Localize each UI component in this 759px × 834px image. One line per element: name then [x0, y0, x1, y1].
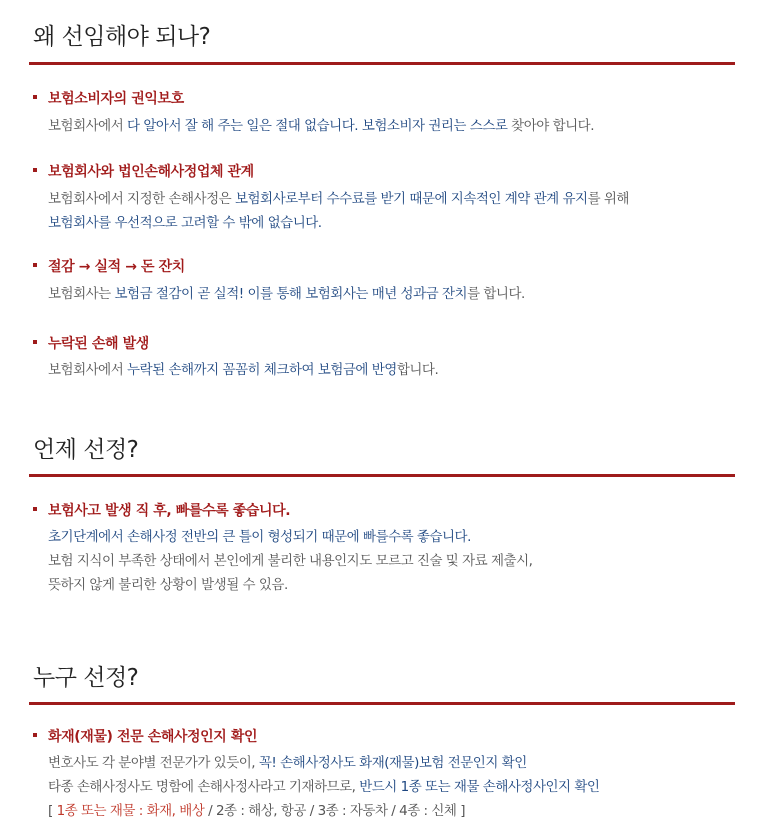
item-heading: 누락된 손해 발생 — [48, 336, 149, 352]
highlighted-text: 누락된 손해까지 꼼꼼히 체크하여 보험금에 반영 — [127, 362, 397, 378]
item-heading: 보험회사와 법인손해사정업체 관계 — [48, 164, 254, 180]
item-text — [48, 775, 599, 795]
plain-text: 보험회사에서 — [48, 362, 128, 378]
bullet-icon — [33, 733, 37, 737]
plain-text: 합니다. — [396, 362, 439, 378]
item-text — [48, 549, 532, 569]
item-text — [48, 114, 594, 134]
section-title-who: 누구 선정? — [33, 665, 139, 691]
plain-text: 찾아야 합니다. — [507, 118, 594, 134]
highlighted-text: 보험회사를 우선적으로 고려할 수 밖에 없습니다. — [48, 215, 322, 231]
item-heading: 화재(재물) 전문 손해사정인지 확인 — [48, 729, 258, 745]
item-text — [48, 282, 525, 302]
bullet-icon — [33, 507, 37, 511]
section-divider — [29, 62, 735, 65]
highlighted-text: 꼭! 손해사정사도 화재(재물)보험 전문인지 확인 — [258, 755, 527, 771]
item-text — [48, 525, 471, 545]
item-text — [48, 751, 527, 771]
section-title-why: 왜 선임해야 되나? — [33, 24, 211, 50]
item-text — [48, 187, 629, 207]
bullet-icon — [33, 340, 37, 344]
item-heading: 절감 → 실적 → 돈 잔치 — [48, 259, 185, 275]
plain-text: 변호사도 각 분야별 전문가가 있듯이, — [48, 755, 259, 771]
plain-text: 타종 손해사정사도 명함에 손해사정사라고 기재하므로, — [48, 779, 360, 795]
section-divider — [29, 702, 735, 705]
highlighted-text: 보험금 절감이 곧 실적! 이를 통해 보험회사는 매년 성과금 잔치 — [114, 286, 468, 302]
item-heading: 보험사고 발생 직 후, 빠를수록 좋습니다. — [48, 503, 291, 519]
plain-text: 보험회사에서 — [48, 118, 128, 134]
section-divider — [29, 474, 735, 477]
bullet-icon — [33, 263, 37, 267]
item-text — [48, 799, 465, 819]
plain-text: 뜻하지 않게 불리한 상황이 발생될 수 있음. — [48, 577, 288, 593]
plain-text: / 2종 : 해상, 항공 / 3종 : 자동차 / 4종 : 신체 ] — [204, 803, 466, 819]
highlighted-text: 1종 또는 재물 : 화재, 배상 — [56, 803, 205, 819]
item-heading: 보험소비자의 권익보호 — [48, 91, 184, 107]
item-text — [48, 211, 322, 231]
plain-text: 를 위해 — [587, 191, 629, 207]
highlighted-text: 다 알아서 잘 해 주는 일은 절대 없습니다. 보험소비자 권리는 스스로 — [127, 118, 508, 134]
plain-text: 보험회사에서 지정한 손해사정은 — [48, 191, 235, 207]
plain-text: 보험 지식이 부족한 상태에서 본인에게 불리한 내용인지도 모르고 진술 및 자료 제출시, — [48, 553, 533, 569]
section-title-when: 언제 선정? — [33, 437, 139, 463]
highlighted-text: 반드시 1종 또는 재물 손해사정사인지 확인 — [359, 779, 600, 795]
plain-text: 를 합니다. — [467, 286, 525, 302]
plain-text: [ — [48, 803, 57, 819]
bullet-icon — [33, 95, 37, 99]
bullet-icon — [33, 168, 37, 172]
item-text — [48, 358, 438, 378]
item-text — [48, 573, 288, 593]
highlighted-text: 초기단계에서 손해사정 전반의 큰 틀이 형성되기 때문에 빠를수록 좋습니다. — [48, 529, 471, 545]
highlighted-text: 보험회사로부터 수수료를 받기 때문에 지속적인 계약 관계 유지 — [234, 191, 588, 207]
plain-text: 보험회사는 — [48, 286, 115, 302]
